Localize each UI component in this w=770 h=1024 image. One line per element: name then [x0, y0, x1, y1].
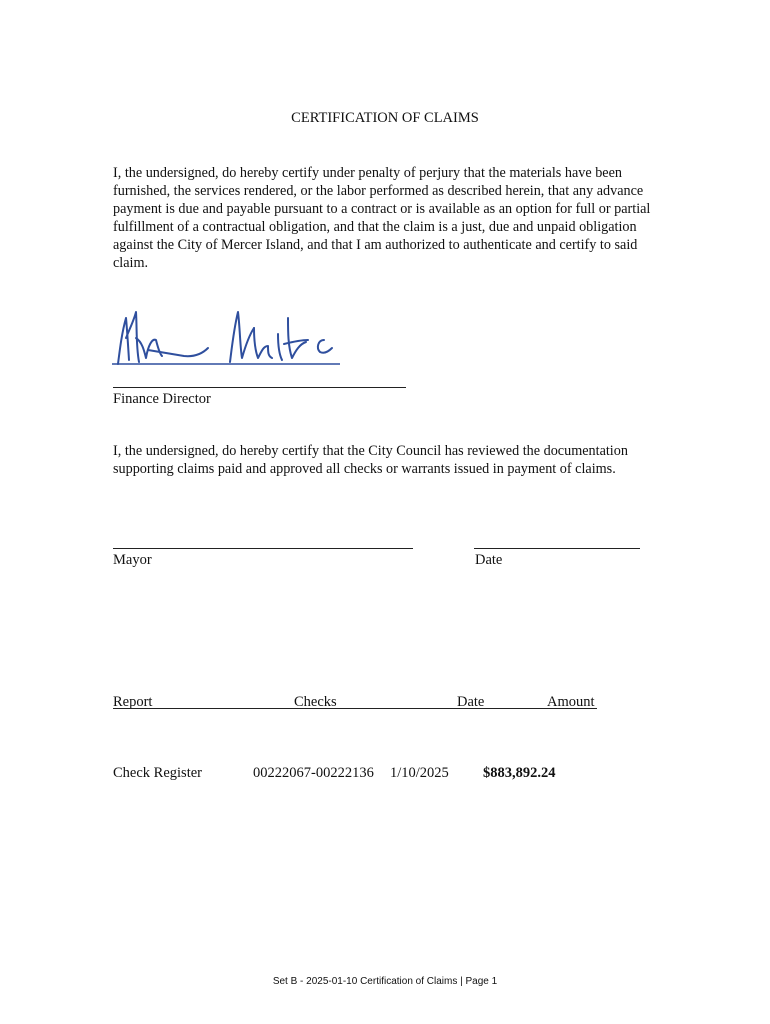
row-date: 1/10/2025 [390, 765, 449, 781]
row-report: Check Register [113, 765, 202, 781]
date-signature-line [474, 548, 640, 549]
page-footer: Set B - 2025-01-10 Certification of Claims | Page 1 [272, 976, 498, 987]
certification-paragraph-council: I, the undersigned, do hereby certify that the City Council has reviewed the documentation supporting claims paid and approved all checks or warrants issued in payment of claims. [113, 443, 628, 477]
table-header-report: Report [113, 694, 153, 710]
row-checks: 00222067-00222136 [253, 765, 374, 781]
table-header-checks: Checks [294, 694, 337, 710]
table-header-date: Date [457, 694, 485, 710]
date-label: Date [475, 552, 503, 568]
finance-director-signature-line [113, 387, 406, 388]
table-header-underline [113, 708, 597, 709]
mayor-label: Mayor [113, 552, 152, 568]
row-amount: $883,892.24 [483, 765, 556, 781]
finance-director-label: Finance Director [113, 391, 211, 407]
certification-paragraph-finance: I, the undersigned, do hereby certify under penalty of perjury that the materials have been furnished, the services rendered, or the labor performed as described herein, that any advance payment is due and payable pursuant to a contract or is available as an option for full or partial fulfillment of a contractual obligation, and that the claim is a just, due and unpaid obligation against the City of Mercer Island, and that I am authorized to authenticate and certify to said claim. [113, 165, 651, 271]
page-title: CERTIFICATION OF CLAIMS [291, 110, 479, 126]
mayor-signature-line [113, 548, 413, 549]
finance-director-signature [112, 298, 344, 374]
table-header-amount: Amount [547, 694, 595, 710]
